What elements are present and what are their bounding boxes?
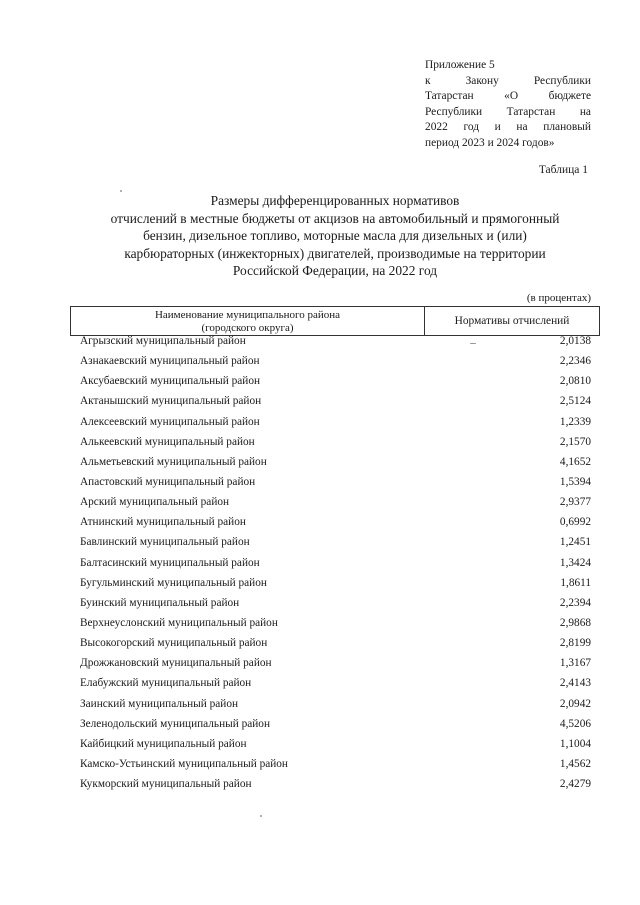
municipality-name: Бугульминский муниципальный район [80,576,267,589]
table-row [0,735,640,755]
table-row [0,674,640,694]
norm-value: 1,1004 [559,737,591,750]
norm-value: 2,4279 [559,778,591,791]
municipality-name: Альметьевский муниципальный район [80,455,267,468]
norm-value: 2,9868 [559,616,591,629]
municipality-name: Буинский муниципальный район [80,596,240,609]
title-line: отчислений в местные бюджеты от акцизов на автомобильный и прямогонный [110,210,560,226]
norm-value: 4,1652 [559,455,591,468]
municipality-name: Арский муниципальный район [80,496,230,509]
norm-value: 2,0942 [559,697,591,710]
table-row [0,533,640,553]
appendix-line: к Закону Республики [425,74,591,87]
municipality-name: Заинский муниципальный район [80,697,239,710]
norm-value: 1,3424 [559,556,591,569]
municipality-name: Кайбицкий муниципальный район [80,737,247,750]
table-row [0,392,640,412]
municipality-name: Верхнеуслонский муниципальный район [80,616,278,629]
table-row [0,473,640,493]
municipality-name: Камско-Устьинский муниципальный район [80,757,288,770]
appendix-line: Республики Татарстан на [425,105,591,118]
table-row [0,594,640,614]
norm-value: 2,1570 [559,435,591,448]
norm-value: 2,2394 [559,596,591,609]
table-row [0,453,640,473]
norm-value: 1,8611 [560,576,591,589]
title-line: Размеры дифференцированных нормативов [210,193,460,208]
norm-value: 4,5206 [559,717,591,730]
municipality-name: Бавлинский муниципальный район [80,536,250,549]
norm-value: 1,2451 [559,536,591,549]
header-municipality-line1: Наименование муниципального района [154,309,341,321]
norm-value: 2,0810 [559,375,591,388]
table-row [0,513,640,533]
header-norms: Нормативы отчислений [454,315,570,327]
table-row [0,715,640,735]
title-line: бензин, дизельное топливо, моторные масла для дизельных и (или) [143,228,527,243]
norm-value: 1,5394 [559,475,591,488]
appendix-note [425,58,591,151]
table-row [0,755,640,775]
table-row [0,372,640,392]
scan-speck [470,343,476,344]
table-row [0,352,640,372]
table-row [0,574,640,594]
municipality-name: Атнинский муниципальный район [80,516,246,529]
appendix-line: период 2023 и 2024 годов» [425,136,555,149]
table-row [0,493,640,513]
title-line: Российской Федерации, на 2022 год [232,263,438,278]
appendix-line: Приложение 5 [425,59,495,71]
municipality-name: Кукморский муниципальный район [80,778,252,791]
norm-value: 2,0138 [559,335,591,347]
municipality-name: Алексеевский муниципальный район [80,415,260,428]
document-title [70,192,600,280]
title-line: карбюраторных (инжекторных) двигателей, производимые на территории [124,245,546,261]
table-row [0,433,640,453]
norm-value: 2,9377 [559,496,591,509]
table-row [0,614,640,634]
norm-value: 2,5124 [559,395,591,408]
norm-value: 1,2339 [559,415,591,428]
municipality-name: Алькеевский муниципальный район [80,435,255,448]
norm-value: 2,8199 [559,637,591,650]
municipality-name: Высокогорский муниципальный район [80,637,268,650]
table-row [0,775,640,795]
municipality-name: Дрожжановский муниципальный район [80,657,272,670]
municipality-name: Апастовский муниципальный район [80,475,256,488]
norm-value: 2,2346 [559,355,591,368]
municipality-name: Агрызский муниципальный район [80,335,246,347]
appendix-line: 2022 год и на плановый [425,121,591,133]
municipality-name: Балтасинский муниципальный район [80,556,260,569]
header-municipality-line2: (городского округа) [201,321,294,334]
norm-value: 0,6992 [559,516,591,529]
table-body [0,332,640,795]
scan-speck [120,190,122,192]
table-row [0,634,640,654]
norm-value: 1,4562 [559,757,591,770]
municipality-name: Аксубаевский муниципальный район [80,375,261,388]
header-municipality [71,307,425,335]
municipality-name: Актанышский муниципальный район [80,395,262,408]
table-row [0,554,640,574]
norm-value: 2,4143 [559,677,591,690]
municipality-name: Елабужский муниципальный район [80,677,252,690]
norm-value: 1,3167 [559,657,591,670]
scan-speck [260,815,262,817]
municipality-name: Азнакаевский муниципальный район [80,355,260,368]
appendix-line: Татарстан «О бюджете [425,90,591,102]
table-row [0,413,640,433]
table-row [0,695,640,715]
units-note: (в процентах) [526,292,591,304]
table-label: Таблица 1 [538,164,588,176]
table-row [0,332,640,352]
table-row [0,654,640,674]
municipality-name: Зеленодольский муниципальный район [80,717,270,730]
